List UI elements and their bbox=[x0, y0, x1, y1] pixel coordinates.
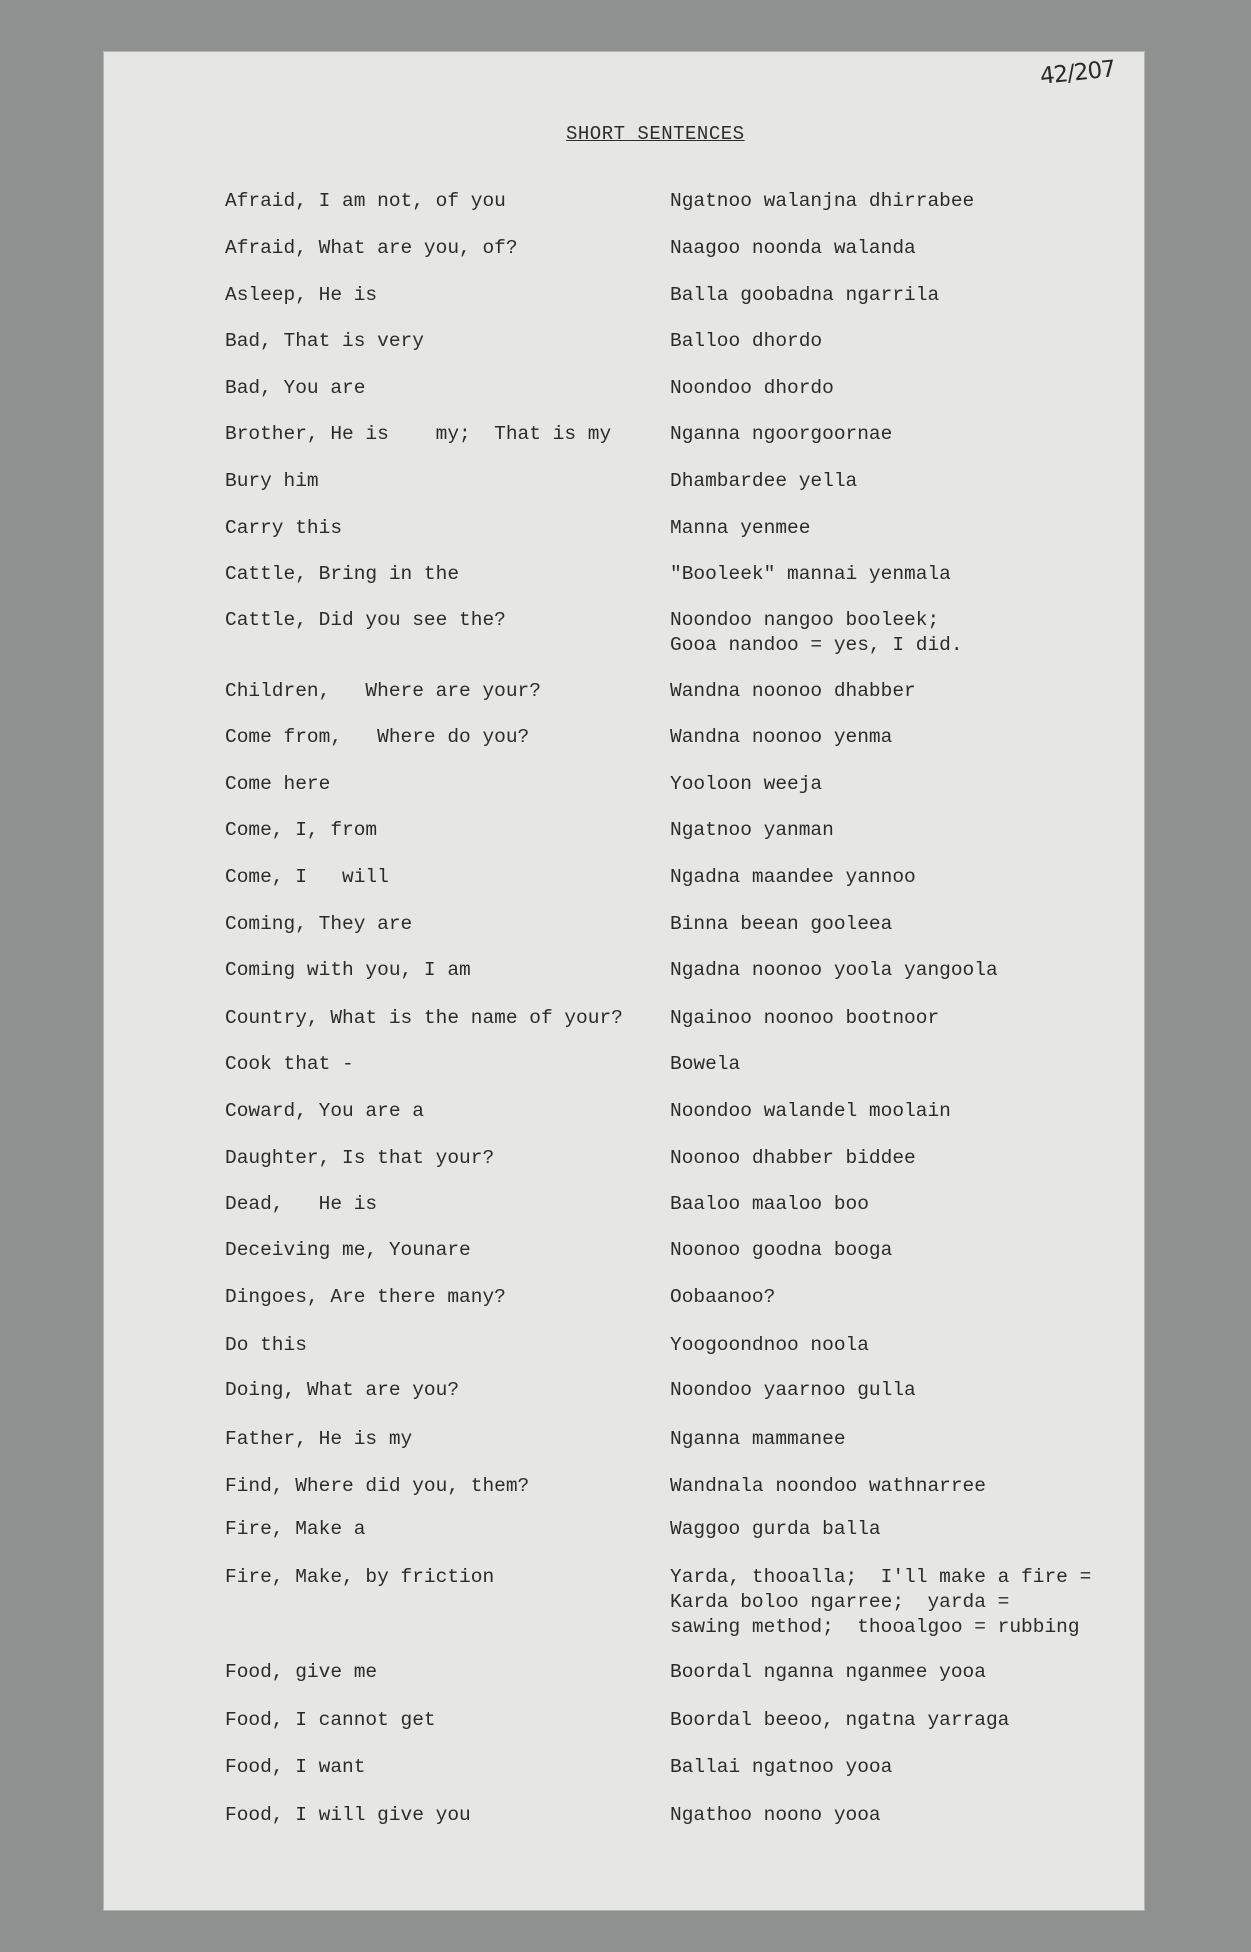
english-phrase: Fire, Make, by friction bbox=[225, 1566, 495, 1588]
english-phrase: Coming, They are bbox=[225, 913, 413, 935]
aboriginal-translation: Nganna ngoorgoornae bbox=[670, 423, 893, 445]
english-phrase: Coming with you, I am bbox=[225, 959, 471, 981]
english-phrase: Cattle, Bring in the bbox=[225, 563, 460, 585]
aboriginal-translation: Wandna noonoo yenma bbox=[670, 726, 893, 748]
english-phrase: Dead, He is bbox=[225, 1193, 378, 1215]
aboriginal-translation: Ngatnoo walanjna dhirrabee bbox=[670, 190, 975, 212]
english-phrase: Afraid, What are you, of? bbox=[225, 237, 518, 259]
aboriginal-translation: Balla goobadna ngarrila bbox=[670, 284, 940, 306]
aboriginal-translation: Nganna mammanee bbox=[670, 1428, 846, 1450]
aboriginal-translation: Yoogoondnoo noola bbox=[670, 1334, 869, 1356]
english-phrase: Find, Where did you, them? bbox=[225, 1475, 530, 1497]
aboriginal-translation: Noondoo walandel moolain bbox=[670, 1100, 951, 1122]
english-phrase: Food, I will give you bbox=[225, 1804, 471, 1826]
english-phrase: Deceiving me, Younare bbox=[225, 1239, 471, 1261]
aboriginal-translation: Ngadna maandee yannoo bbox=[670, 866, 916, 888]
english-phrase: Do this bbox=[225, 1334, 307, 1356]
aboriginal-translation: Naagoo noonda walanda bbox=[670, 237, 916, 259]
aboriginal-translation: Ngathoo noono yooa bbox=[670, 1804, 881, 1826]
aboriginal-translation: Binna beean gooleea bbox=[670, 913, 893, 935]
english-phrase: Asleep, He is bbox=[225, 284, 378, 306]
english-phrase: Brother, He is my; That is my bbox=[225, 423, 612, 445]
aboriginal-translation: Manna yenmee bbox=[670, 517, 811, 539]
english-phrase: Dingoes, Are there many? bbox=[225, 1286, 506, 1308]
english-phrase: Carry this bbox=[225, 517, 343, 539]
aboriginal-translation: "Booleek" mannai yenmala bbox=[670, 563, 951, 585]
aboriginal-translation: Yarda, thooalla; I'll make a fire = Karda boloo ngarree; yarda = sawing method; thooalgoo = rubbing bbox=[670, 1566, 1092, 1638]
english-phrase: Bad, You are bbox=[225, 377, 366, 399]
aboriginal-translation: Boordal beeoo, ngatna yarraga bbox=[670, 1709, 1010, 1731]
aboriginal-translation: Ngainoo noonoo bootnoor bbox=[670, 1007, 940, 1029]
english-phrase: Come from, Where do you? bbox=[225, 726, 530, 748]
english-phrase: Come, I, from bbox=[225, 819, 378, 841]
aboriginal-translation: Wandna noonoo dhabber bbox=[670, 680, 916, 702]
english-phrase: Father, He is my bbox=[225, 1428, 413, 1450]
english-phrase: Afraid, I am not, of you bbox=[225, 190, 506, 212]
english-phrase: Cook that - bbox=[225, 1053, 354, 1075]
english-phrase: Come here bbox=[225, 773, 331, 795]
aboriginal-translation: Ngadna noonoo yoola yangoola bbox=[670, 959, 998, 981]
english-phrase: Children, Where are your? bbox=[225, 680, 541, 702]
aboriginal-translation: Balloo dhordo bbox=[670, 330, 823, 352]
english-phrase: Come, I will bbox=[225, 866, 389, 888]
aboriginal-translation: Noondoo nangoo booleek; Gooa nandoo = yes, I did. bbox=[670, 609, 963, 656]
english-phrase: Food, give me bbox=[225, 1661, 378, 1683]
english-phrase: Food, I cannot get bbox=[225, 1709, 436, 1731]
english-phrase: Fire, Make a bbox=[225, 1518, 366, 1540]
page-title: SHORT SENTENCES bbox=[566, 123, 745, 145]
aboriginal-translation: Wandnala noondoo wathnarree bbox=[670, 1475, 986, 1497]
folio-number: 42/207 bbox=[1038, 56, 1117, 90]
aboriginal-translation: Baaloo maaloo boo bbox=[670, 1193, 869, 1215]
english-phrase: Cattle, Did you see the? bbox=[225, 609, 506, 631]
english-phrase: Bury him bbox=[225, 470, 319, 492]
english-phrase: Food, I want bbox=[225, 1756, 366, 1778]
english-phrase: Country, What is the name of your? bbox=[225, 1007, 623, 1029]
english-phrase: Coward, You are a bbox=[225, 1100, 424, 1122]
english-phrase: Daughter, Is that your? bbox=[225, 1147, 495, 1169]
aboriginal-translation: Boordal nganna nganmee yooa bbox=[670, 1661, 986, 1683]
aboriginal-translation: Oobaanoo? bbox=[670, 1286, 776, 1308]
aboriginal-translation: Noonoo dhabber biddee bbox=[670, 1147, 916, 1169]
aboriginal-translation: Noonoo goodna booga bbox=[670, 1239, 893, 1261]
aboriginal-translation: Noondoo dhordo bbox=[670, 377, 834, 399]
english-phrase: Doing, What are you? bbox=[225, 1379, 460, 1401]
aboriginal-translation: Noondoo yaarnoo gulla bbox=[670, 1379, 916, 1401]
english-phrase: Bad, That is very bbox=[225, 330, 424, 352]
aboriginal-translation: Yooloon weeja bbox=[670, 773, 823, 795]
aboriginal-translation: Ngatnoo yanman bbox=[670, 819, 834, 841]
aboriginal-translation: Waggoo gurda balla bbox=[670, 1518, 881, 1540]
aboriginal-translation: Ballai ngatnoo yooa bbox=[670, 1756, 893, 1778]
aboriginal-translation: Bowela bbox=[670, 1053, 741, 1075]
aboriginal-translation: Dhambardee yella bbox=[670, 470, 858, 492]
